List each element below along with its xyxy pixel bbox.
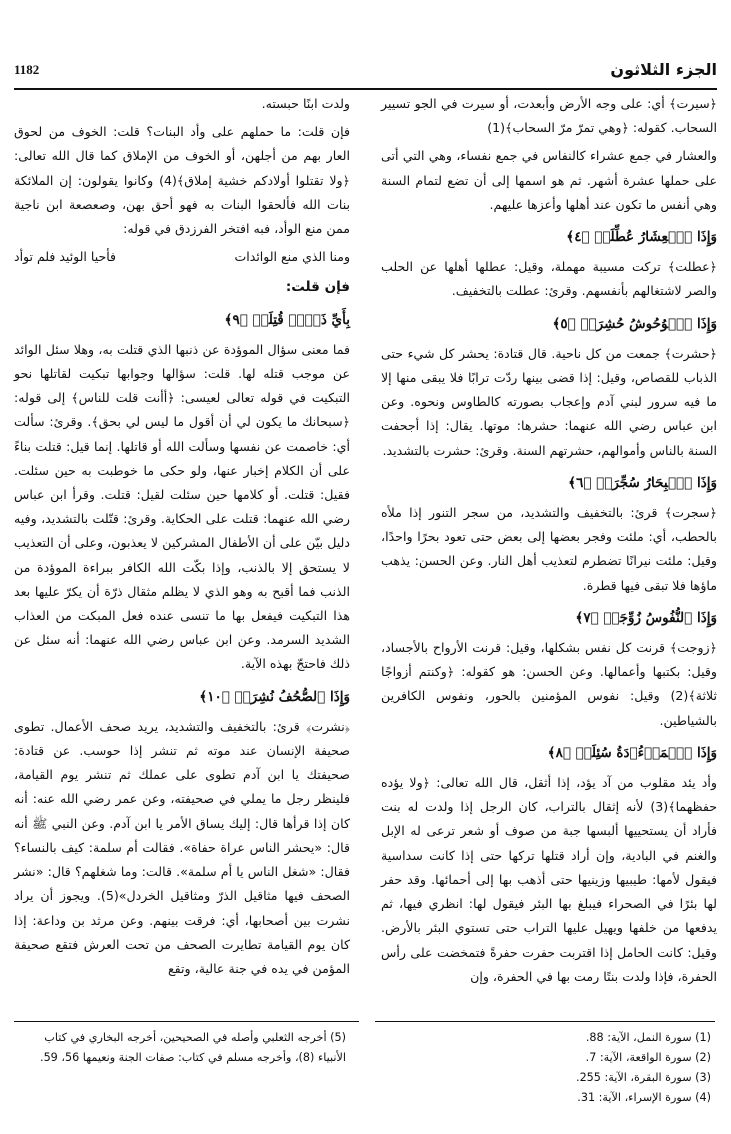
footnotes-left — [16, 1028, 346, 1068]
paragraph: وأد يئد مقلوب من آد يؤد، إذا أثقل، قال الله تعالى: ﴿ولا يؤده حفظهما﴾(3) لأنه إثقال بالتراب، كان الرجل إذا ولدت له بنت فأراد أن يستحييها ألبسها جبة من صوف أو شعر ترعى له الإبل والغنم في البادية، وإن أراد قتلها تركها حتى إذا كانت سداسية فيقول لأمها: طيبيها وزينيها حتى أذهب بها إلى أحمائها. وقد حفر لها بئرًا في الصحراء فيبلغ بها البئر فيقول لها: انظري فيها، ثم يدفعها من خلفها ويهيل عليها التراب حتى تستوي البئر بالأرض. وقيل: كانت الحامل إذا اقتربت حفرت حفرةً فتمخضت على رأس الحفرة، فإذا ولدت بنتًا رمت بها في الحفرة، وإن — [381, 775, 717, 984]
quran-verse: وَإِذَا ٱلۡعِشَارُ عُطِّلَتۡ ﴿٤﴾ — [566, 229, 717, 246]
quran-verse: وَإِذَا ٱلنُّفُوسُ زُوِّجَتۡ ﴿٧﴾ — [575, 609, 717, 626]
paragraph: فإن قلت: ما حملهم على وأد البنات؟ قلت: الخوف من لحوق العار بهم من أجلهن، أو الخوف من الإملاق كما قال الله تعالى: ﴿ولا تقتلوا أولادكم خشية إملاق﴾(4) وكانوا يقولون: إن الملائكة بنات الله فألحقوا البنات به فهو أحق بهن، وصعصعة ابن ناجية ممن منع الوأد، فبه افتخر الفرزدق في قوله: — [14, 124, 350, 237]
poem-second-hemistich: فأحيا الوئيد فلم توأد — [14, 249, 116, 265]
running-header — [14, 58, 717, 90]
quran-verse: وَإِذَا ٱلۡوُحُوشُ حُشِرَتۡ ﴿٥﴾ — [552, 315, 717, 332]
footnote-divider-right — [375, 1021, 715, 1022]
footnote: (3) سورة البقرة، الآية: 255. — [576, 1071, 711, 1084]
quran-verse: وَإِذَا ٱلۡمَوۡءُۥدَةُ سُئِلَتۡ ﴿٨﴾ — [547, 744, 717, 761]
paragraph: ﴿سجرت﴾ قرئ: بالتخفيف والتشديد، من سجر التنور إذا ملأه بالحطب، أي: ملئت وفجر بعضها إلى بعض حتى تعود بحرًا واحدًا، وقيل: ملئت نيرانًا تضطرم لتعذيب أهل النار. وعن الحسن: يذهب ماؤها فلا تبقى فيها قطرة. — [381, 505, 717, 593]
paragraph: ﴿سيرت﴾ أي: على وجه الأرض وأبعدت، أو سيرت في الجو تسيير السحاب. كقوله: ﴿وهي تمرّ مرّ السحاب﴾(1) — [381, 96, 717, 136]
quran-verse: بِأَيِّ ذَنۢبٖ قُتِلَتۡ ﴿٩﴾ — [224, 311, 350, 328]
poem-verse — [14, 245, 350, 269]
right-column — [381, 92, 717, 993]
footnote-divider-left — [14, 1021, 359, 1022]
paragraph: ﴿حشرت﴾ جمعت من كل ناحية. قال قتادة: يحشر كل شيء حتى الذباب للقصاص، وقيل: إذا قضى بينها ردّت ترابًا فلا يبقى منها إلا ما فيه سرور لبني آدم وإعجاب بصورته كالطاوس ونحوه. وعن ابن عباس رضي الله عنهما: حشرها: موتها. يقال: إذا أجحفت السنة بالناس وأموالهم، حشرتهم السنة. وقرئ: حشرت بالتشديد. — [381, 345, 717, 458]
footnote: (4) سورة الإسراء، الآية: 31. — [577, 1091, 711, 1104]
running-title: الجزء الثلاثون — [610, 60, 717, 79]
paragraph: ولدت ابنًا حبسته. — [261, 96, 350, 111]
paragraph: ﴿عطلت﴾ تركت مسيبة مهملة، وقيل: عطلها أهلها عن الحلب والصر لاشتغالهم بأنفسهم. وقرئ: عطلت بالتخفيف. — [381, 259, 717, 299]
footnote: (5) أخرجه الثعلبي وأصله في الصحيحين، أخرجه البخاري في كتاب الأنبياء (8)، وأخرجه مسلم في كتاب: صفات الجنة ونعيمها 56، 59. — [40, 1031, 346, 1064]
page-number: 1182 — [14, 62, 40, 77]
paragraph: ﴿نشرت﴾ قرئ: بالتخفيف والتشديد، يريد صحف الأعمال. تطوى صحيفة الإنسان عند موته ثم تنشر إذا حوسب. عن قتادة: صحيفتك يا ابن آدم تطوى على عملك ثم تنشر يوم القيامة، فلينظر رجل ما يملي في صحيفته، وعن عمر رضي الله عنه: أنه كان إذا قرأها قال: إليك يساق الأمر يا ابن آدم. وعن النبي ﷺ أنه قال: «يحشر الناس عراة حفاة». فقالت أم سلمة: كيف بالنساء؟ فقال: «شغل الناس يا أم سلمة». قالت: وما شغلهم؟ قال: «نشر الصحف فيها مثاقيل الذرّ ومثاقيل الخردل»(5). ويجوز أن يراد نشرت بين أصحابها، أي: فرقت بينهم. وعن مرثد بن وداعة: إذا كان يوم القيامة تطايرت الصحف من تحت العرش فتقع صحيفة المؤمن في يده في جنة عالية، وتقع — [14, 718, 350, 976]
footnote: (1) سورة النمل، الآية: 88. — [585, 1031, 711, 1044]
poem-first-hemistich: ومنا الذي منع الوائدات — [234, 249, 350, 265]
section-subheading: فإن قلت: — [285, 279, 350, 296]
paragraph: ﴿زوجت﴾ قرنت كل نفس بشكلها، وقيل: قرنت الأرواح بالأجساد، وقيل: بكتبها وأعمالها. وعن الحسن: هو كقوله: ﴿وكنتم أزواجًا ثلاثة﴾(2) وقيل: نفوس المؤمنين بالحور، ونفوس الكافرين بالشياطين. — [381, 640, 717, 728]
left-column — [14, 92, 350, 985]
footnotes-right — [381, 1028, 711, 1108]
quran-verse: وَإِذَا ٱلصُّحُفُ نُشِرَتۡ ﴿١٠﴾ — [199, 688, 350, 705]
footnote: (2) سورة الواقعة، الآية: 7. — [585, 1051, 711, 1064]
paragraph: والعشار في جمع عشراء كالنفاس في جمع نفساء، وهي التي أتى على حملها عشرة أشهر. ثم هو اسمها إلى أن تضع لتمام السنة وهي أنفس ما تكون عند أهلها وأعزها عليهم. — [381, 148, 717, 212]
quran-verse: وَإِذَا ٱلۡبِحَارُ سُجِّرَتۡ ﴿٦﴾ — [568, 474, 717, 491]
paragraph: فما معنى سؤال الموؤدة عن ذنبها الذي قتلت به، وهلا سئل الوائد عن موجب قتله لها. قلت: سؤالها وجوابها تبكيت لقاتلها نحو التبكيت في قوله تعالى لعيسى: ﴿أأنت قلت للناس﴾ إلى قوله: ﴿سبحانك ما يكون لي أن أقول ما ليس لي بحق﴾. وقرئ: سألت أي: خاصمت عن نفسها وسألت الله أو قاتلها. إنما قيل: قتلت بناءً على أن الكلام إخبار عنها، ولو حكى ما خوطبت به حين سئلت. فقيل: قتلت. أو كلامها حين سئلت لقيل: قتلت. وقرأ ابن عباس رضي الله عنهما: قتلت على الحكاية. وقرئ: قتّلت بالتشديد، وفيه دليل بيّن على أن الأطفال المشركين لا يعذبون، وعلى أن التعذيب لا يستحق إلا بالذنب، وإذا بكّت الله الكافر ببراءة الموؤدة من الذنب فما أقبح به وهو الذي لا يظلم مثقال ذرّة أن يكرّ عليها بعد هذا التبكيت فيفعل بها ما تنسى عنده فعل المبكت من العذاب الشديد السرمد. وعن ابن عباس رضي الله عنهما: أنه سئل عن ذلك فاحتجّ بهذه الآية. — [14, 341, 350, 672]
